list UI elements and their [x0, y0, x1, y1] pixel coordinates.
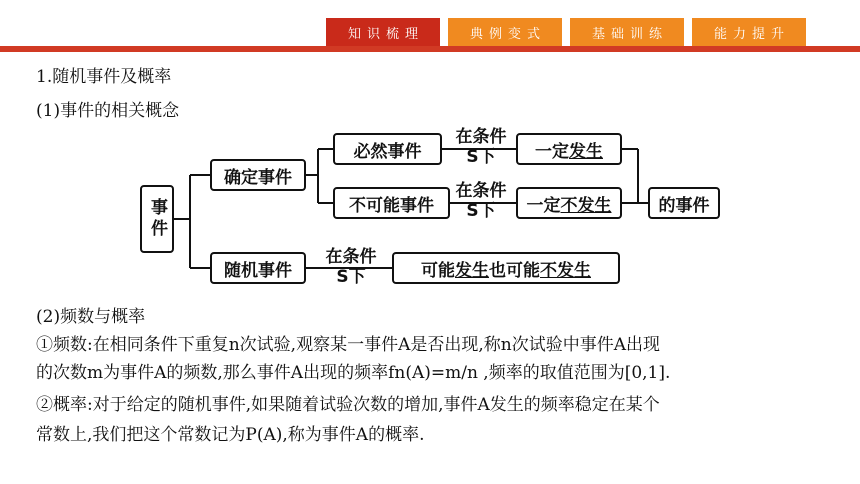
- impossible-result-prefix: 一定: [526, 195, 561, 216]
- probability-paragraph-line-2: 常数上,我们把这个常数记为P(A),称为事件A的概率.: [36, 425, 425, 445]
- tab-bar: [326, 18, 806, 46]
- condition-bottom-text: S下: [466, 201, 496, 221]
- random-result-c: 也可能: [489, 260, 540, 281]
- subsection-event-concepts: (1)事件的相关概念: [36, 101, 180, 121]
- condition-top-text: 在条件: [455, 181, 507, 201]
- condition-top-text: 在条件: [325, 247, 377, 267]
- tab-knowledge-summary[interactable]: 知识梳理: [326, 18, 440, 46]
- random-event-box: [210, 252, 306, 284]
- event-root-label: 事件: [147, 198, 167, 240]
- certain-result-prefix: 一定: [535, 141, 569, 162]
- impossible-condition: [448, 181, 514, 221]
- tab-ability-improvement[interactable]: 能力提升: [692, 18, 806, 46]
- tab-examples[interactable]: 典例变式: [448, 18, 562, 46]
- condition-bottom-text: S下: [466, 147, 496, 167]
- certain-result-underlined: 发生: [569, 141, 603, 162]
- random-result-b: 发生: [455, 260, 489, 281]
- event-root-box: [140, 185, 174, 253]
- certain-result-box: [516, 133, 622, 165]
- random-result-a: 可能: [421, 260, 455, 281]
- definite-result-label: 的事件: [658, 195, 710, 216]
- certain-event-label: 必然事件: [353, 141, 422, 162]
- frequency-paragraph-line-1: ①频数:在相同条件下重复n次试验,观察某一事件A是否出现,称n次试验中事件A出现: [36, 335, 660, 355]
- certain-event-box: [333, 133, 442, 165]
- definite-event-label: 确定事件: [224, 167, 292, 188]
- certain-condition: [448, 127, 514, 167]
- definite-event-box: [210, 159, 306, 191]
- random-condition: [318, 247, 384, 287]
- random-event-label: 随机事件: [224, 260, 292, 281]
- condition-top-text: 在条件: [455, 127, 507, 147]
- impossible-event-label: 不可能事件: [349, 195, 434, 216]
- impossible-result-box: [516, 187, 622, 219]
- impossible-event-box: [333, 187, 450, 219]
- random-result-d: 不发生: [540, 260, 591, 281]
- frequency-paragraph-line-2: 的次数m为事件A的频数,那么事件A出现的频率fn(A)=m/n ,频率的取值范围为[0,1].: [36, 363, 671, 383]
- top-navigation: [0, 0, 860, 52]
- event-concept-diagram: [130, 127, 730, 297]
- tab-basic-training[interactable]: 基础训练: [570, 18, 684, 46]
- definite-result-box: [648, 187, 720, 219]
- random-result-box: [392, 252, 620, 284]
- probability-paragraph-line-1: ②概率:对于给定的随机事件,如果随着试验次数的增加,事件A发生的频率稳定在某个: [36, 395, 660, 415]
- condition-bottom-text: S下: [336, 267, 366, 287]
- header-divider: [0, 46, 860, 52]
- section-title: 1.随机事件及概率: [36, 67, 172, 87]
- subsection-frequency-probability: (2)频数与概率: [36, 307, 146, 327]
- impossible-result-underlined: 不发生: [560, 195, 612, 216]
